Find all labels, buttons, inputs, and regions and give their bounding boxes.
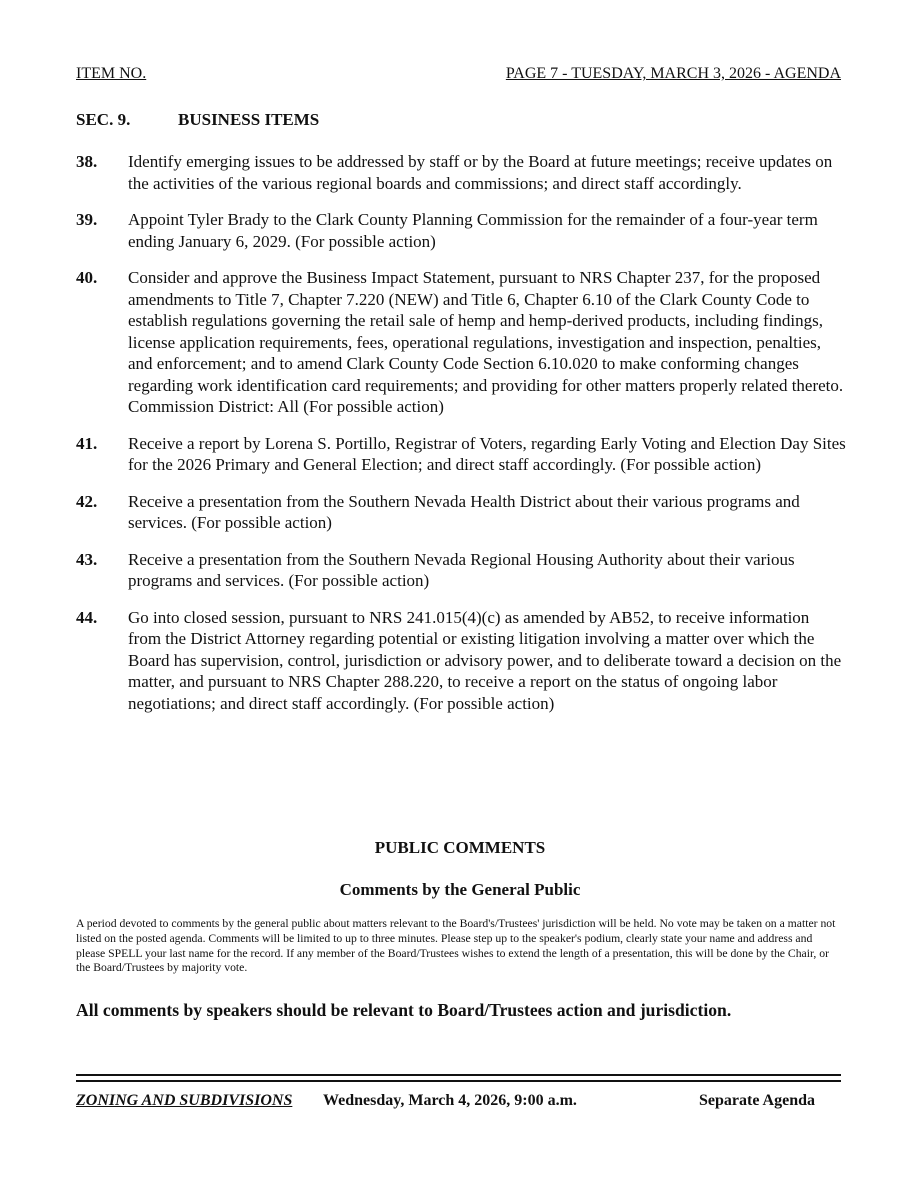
footer-zoning-label: ZONING AND SUBDIVISIONS xyxy=(76,1092,293,1109)
agenda-item-41 xyxy=(76,433,846,476)
item-number: 44. xyxy=(76,607,98,627)
item-text: Receive a presentation from the Southern Nevada Regional Housing Authority about their various programs and services. (For possible action) xyxy=(128,549,795,590)
item-text: Appoint Tyler Brady to the Clark County Planning Commission for the remainder of a four-year term ending January 6, 2029. (For possible action) xyxy=(128,210,818,251)
item-number: 40. xyxy=(76,268,98,287)
public-comments-subtitle: Comments by the General Public xyxy=(339,880,581,899)
agenda-item-44 xyxy=(76,607,846,715)
item-number: 43. xyxy=(76,549,98,569)
item-text: Receive a presentation from the Southern Nevada Health District about their various programs and services. (For possible action) xyxy=(128,491,800,532)
item-number: 41. xyxy=(76,433,98,453)
item-text: Receive a report by Lorena S. Portillo, Registrar of Voters, regarding Early Voting and Election Day Sites for the 2026 Primary and General Election; and direct staff accordingly. (For possible action) xyxy=(128,433,846,474)
footer-date: Wednesday, March 4, 2026, 9:00 a.m. xyxy=(323,1092,577,1109)
agenda-items xyxy=(76,151,846,714)
footer-separate-agenda: Separate Agenda xyxy=(699,1092,815,1109)
item-text: Identify emerging issues to be addressed by staff or by the Board at future meetings; receive updates on the activities of the various regional boards and commissions; and direct staff accordingly. xyxy=(128,152,833,193)
agenda-item-40 xyxy=(76,267,846,418)
item-text: Go into closed session, pursuant to NRS 241.015(4)(c) as amended by AB52, to receive information from the District Attorney regarding potential or existing litigation involving a matter over which the Board has supervision, control, jurisdiction or advisory power, and to deliberate toward a decision on the matter, and pursuant to NRS Chapter 288.220, to receive a report on the status of ongoing labor negotiations; and direct staff accordingly. (For possible action) xyxy=(128,607,842,713)
item-number: 42. xyxy=(76,491,98,511)
agenda-item-39 xyxy=(76,209,846,252)
section-title: BUSINESS ITEMS xyxy=(178,110,320,129)
footer-divider-bottom xyxy=(76,1080,841,1082)
agenda-item-38 xyxy=(76,151,846,194)
item-number: 38. xyxy=(76,152,98,171)
item-text: Consider and approve the Business Impact Statement, pursuant to NRS Chapter 237, for the proposed amendments to Title 7, Chapter 7.220 (NEW) and Title 6, Chapter 6.10 of the Clark County Code to establish regulations governing the retail sale of hemp and hemp-derived products, including findings, license application requirements, fees, operational regulations, investigation and inspection, penalties, and enforcement; and to amend Clark County Code Section 6.10.020 to make conforming changes regarding work identification card requirements; and providing for other matters properly related thereto. Commission District: All (For possible action) xyxy=(128,268,844,416)
agenda-item-43 xyxy=(76,549,846,592)
page-header xyxy=(76,65,841,83)
public-comments-body: A period devoted to comments by the general public about matters relevant to the Board's/Trustees' jurisdiction will be held. No vote may be taken on a matter not listed on the posted agenda. Comments will be limited to up to three minutes. Please step up to the speaker's podium, clearly state your name and address and please SPELL your last name for the record. If any member of the Board/Trustees wishes to extend the length of a presentation, this will be done by the Chair, or the Board/Trustees by majority vote. xyxy=(76,917,836,975)
item-number: 39. xyxy=(76,210,98,229)
header-item-no: ITEM NO. xyxy=(76,65,147,82)
agenda-item-42 xyxy=(76,491,846,534)
section-heading xyxy=(76,110,319,130)
public-comments-title: PUBLIC COMMENTS xyxy=(374,838,546,857)
header-page-date: PAGE 7 - TUESDAY, MARCH 3, 2026 - AGENDA xyxy=(505,65,841,82)
section-number: SEC. 9. xyxy=(76,110,131,129)
public-comments-emphasis: All comments by speakers should be relevant to Board/Trustees action and jurisdiction. xyxy=(76,1000,732,1020)
footer-divider-top xyxy=(76,1074,841,1076)
